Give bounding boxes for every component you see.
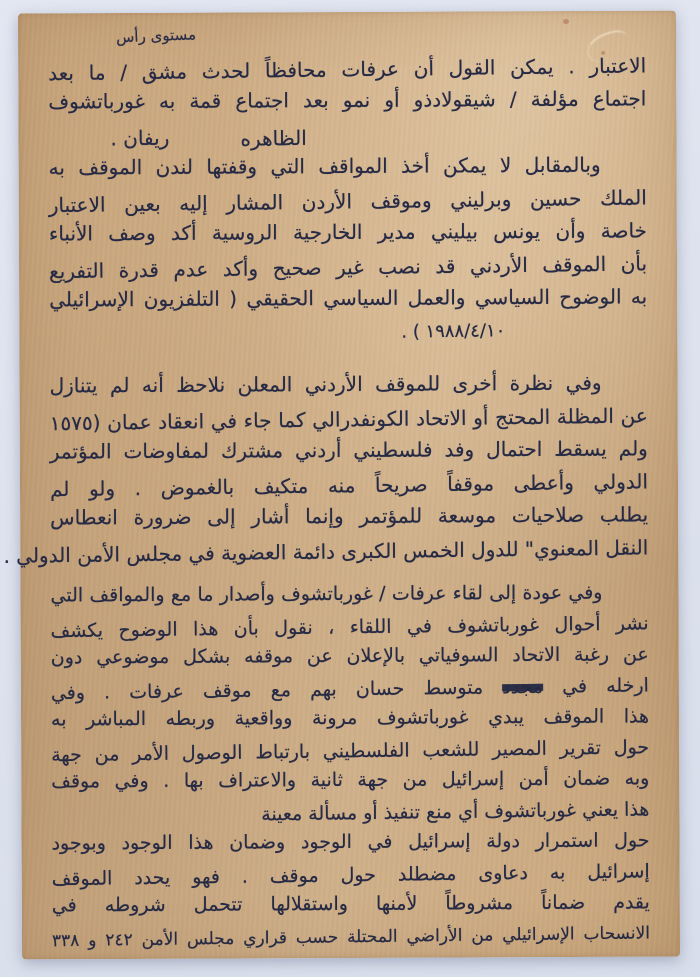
line-text: متوسط حسان بهم مع موقف عرفات . وفي: [50, 676, 484, 705]
manuscript-line: هذا يعني غورباتشوف أي منع تنفيذ أو مسألة معينة: [261, 798, 650, 826]
header-note: مستوى رأس: [115, 25, 197, 47]
manuscript-line: حول استمرار دولة إسرائيل في الوجود وضمان هذا الوجود وبوجود: [51, 829, 650, 855]
manuscript-line: وفي عودة إلى لقاء عرفات / غورباتشوف وأصدار ما مع والمواقف التي: [50, 581, 603, 607]
manuscript-line: الملك حسين وبرليني وموقف الأردن المشار إليه بعين الاعتبار: [48, 185, 647, 218]
manuscript-line: يطلب صلاحيات موسعة للمؤتمر وإنما أشار إلى ضرورة انعطاس: [50, 502, 649, 530]
manuscript-line: إسرائيل به دعاوى مضطلد حول موقف . فهو يحدد الموقف: [51, 860, 650, 891]
manuscript-line: اجتماع مؤلفة / شيقولادذو أو نمو بعد اجتماع قمة به غورباتشوف: [48, 86, 647, 114]
manuscript-page: [3, 11, 680, 960]
manuscript-line: بأن الموقف الأردني قد نصب غير صحيح وأكد عدم قدرة التفريع: [48, 251, 648, 284]
manuscript-line: الاعتبار . يمكن القول أن عرفات محافظاً لحدث مشق / ما بعد: [48, 53, 647, 86]
section-heading: الظاهره: [240, 125, 307, 151]
manuscript-line: نشر أحوال غورباتشوف في اللقاء ، نقول بأن هذا الوضوح يكشف: [50, 612, 649, 643]
manuscript-line: عن المظلة المحتج أو الاتحاد الكونفدرالي كما جاء في انعقاد عمان (١٥٧٥: [49, 403, 648, 436]
line-text: ارخله في: [562, 674, 649, 698]
manuscript-line: عن رغبة الاتحاد السوفياتي بالإعلان عن موقفه بشكل موضوعي دون: [50, 643, 649, 669]
manuscript-line: الانسحاب الإسرائيلي من الأراضي المحتلة حسب قراري مجلس الأمن ٢٤٢ و ٣٣٨: [51, 923, 651, 952]
manuscript-line: وفي نظرة أخرى للموقف الأردني المعلن نلاحظ أنه لم يتنازل: [49, 370, 602, 398]
manuscript-line: يقدم ضماناً مشروطاً لأمنها واستقلالها تتحمل شروطه في: [51, 891, 650, 917]
manuscript-line: خاصة وأن يونس بيليني مدير الخارجية الروسية أكد وصف الأنباء: [48, 218, 647, 246]
manuscript-line: هذا الموقف يبدي غورباتشوف مرونة وواقعية وربطه المباشر به: [51, 705, 650, 731]
paper-speck: [563, 19, 569, 24]
manuscript-line: حول تقرير المصير للشعب الفلسطيني بارتباط الوصول الأمر من جهة: [51, 736, 650, 767]
manuscript-line: النقل المعنوي" للدول الخمس الكبرى دائمة العضوية في مجلس الأمن الدولي .: [3, 535, 649, 568]
manuscript-line: الدولي وأعطى موقفاً صريحاً منه متكيف بالغموض . ولو لم: [49, 469, 649, 502]
manuscript-line: ولم يسقط احتمال وفد فلسطيني أردني مشترك لمفاوضات المؤتمر: [49, 436, 648, 464]
handwritten-text-block: [3, 50, 651, 955]
manuscript-line: وبالمقابل لا يمكن أخذ المواقف التي وقفتها لندن الموقف به: [48, 152, 601, 180]
manuscript-line: وبه ضمان أمن إسرائيل من جهة ثانية والاعتراف بها . وفي موقف: [51, 767, 650, 793]
manuscript-line: به الوضوح السياسي والعمل السياسي الحقيقي ( التلفزيون الإسرائيلي: [49, 284, 648, 312]
scribbled-out-word: مجدد: [502, 675, 544, 699]
line-continuation-word: ريفان .: [110, 125, 170, 151]
date-line: ١٩٨٨/٤/١٠ ) .: [401, 320, 506, 343]
